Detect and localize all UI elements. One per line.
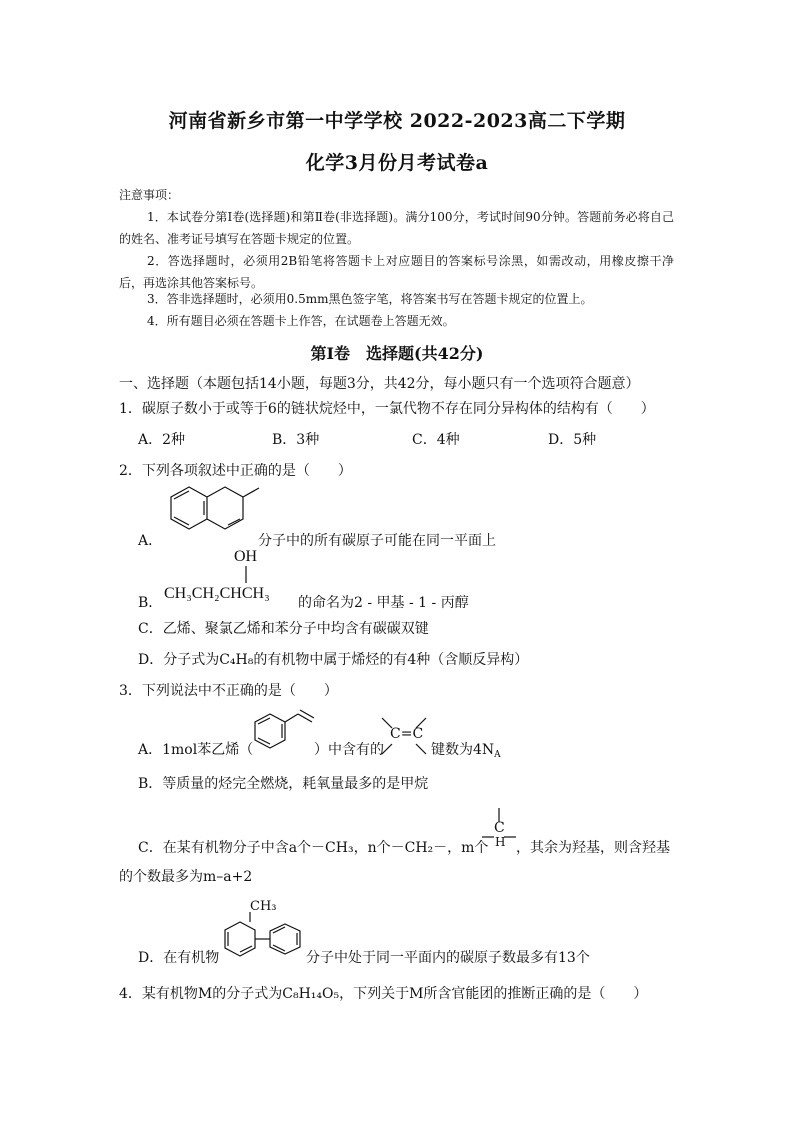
q2-stem: 2．下列各项叙述中正确的是（ ）	[119, 463, 352, 479]
q3-option-c-post: ，其余为羟基，则含羟基	[516, 840, 670, 856]
q2-option-c: C．乙烯、聚氯乙烯和苯分子中均含有碳碳双键	[138, 621, 429, 637]
q2-option-b-label: B．	[138, 595, 163, 611]
q2-option-d: D．分子式为C₄H₈的有机物中属于烯烃的有4种（含顺反异构）	[138, 652, 529, 668]
part-intro: 一、选择题（本题包括14小题，每题3分，共42分，每小题只有一个选项符合题意）	[119, 376, 640, 392]
q1-option-b: B．3种	[272, 432, 320, 448]
q3-option-a-mid: ）中含有的	[314, 742, 384, 758]
q3-d-methylbiphenyl-structure	[220, 912, 312, 962]
q2-b-hydroxyl: OH	[234, 548, 258, 565]
q2-option-b-text: 的命名为2 - 甲基 - 1 - 丙醇	[298, 595, 469, 611]
q3-a-subscript: A	[494, 750, 501, 760]
q2-a-naphthalene-structure	[164, 482, 264, 552]
notice-item-3: 3．答非选择题时，必须用0.5mm黑色签字笔，将答案书写在答题卡规定的位置上。	[147, 292, 593, 306]
q1-option-d: D．5种	[548, 432, 597, 448]
q2-b-formula: CH₃CH₂CHCH₃	[164, 585, 270, 602]
q4-stem: 4．某有机物M的分子式为C₈H₁₄O₅，下列关于M所含官能团的推断正确的是（ ）	[119, 986, 648, 1002]
q1-option-a: A．2种	[138, 432, 186, 448]
q3-option-c-pre: C．在某有机物分子中含a个－CH₃，n个－CH₂－，m个	[138, 840, 489, 856]
q1-stem: 1．碳原子数小于或等于6的链状烷烃中，一氯代物不存在同分异构体的结构有（ ）	[119, 401, 655, 417]
q3-option-d-pre: D．在有机物	[138, 950, 220, 966]
q1-option-c: C．4种	[412, 432, 460, 448]
q3-d-methyl-label: CH₃	[250, 899, 277, 914]
q2-option-a-label: A．	[138, 533, 163, 549]
section-title: 第Ⅰ卷 选择题(共42分)	[310, 344, 484, 363]
q3-a-post-text: 键数为4N	[431, 742, 495, 758]
notice-heading: 注意事项：	[119, 188, 180, 202]
notice-item-2: 2．答选择题时，必须用2B铅笔将答题卡上对应题目的答案标号涂黑，如需改动，用橡皮擦干净后，再选涂其他答案标号。	[119, 254, 674, 290]
q3-option-c-line2: 的个数最多为m–a+2	[119, 869, 253, 885]
notice-item-1: 1．本试卷分第Ⅰ卷(选择题)和第Ⅱ卷(非选择题)。满分100分，考试时间90分钟。答题前务必将自己的姓名、准考证号填写在答题卡规定的位置。	[119, 210, 674, 246]
notice-item-4: 4．所有题目必须在答题卡上作答，在试题卷上答题无效。	[147, 314, 455, 328]
exam-subtitle: 化学3月份月考试卷a	[305, 152, 489, 174]
q3-stem: 3．下列说法中不正确的是（ ）	[119, 683, 338, 699]
q3-a-double-bond-text: C=C	[390, 726, 424, 742]
q3-a-styrene-structure	[252, 708, 322, 758]
q3-option-a-post	[431, 739, 501, 760]
q3-option-a-pre: A．1mol苯乙烯（	[138, 742, 254, 758]
q3-option-d-post: 分子中处于同一平面内的碳原子数最多有13个	[306, 950, 590, 966]
exam-title: 河南省新乡市第一中学学校 2022-2023高二下学期	[168, 110, 626, 132]
q3-c-hydrogen: H	[495, 835, 506, 849]
q2-b-bond-line	[240, 566, 250, 584]
q3-c-carbon: C	[494, 820, 505, 836]
q2-option-a-text: 分子中的所有碳原子可能在同一平面上	[258, 533, 496, 549]
q3-option-b: B．等质量的烃完全燃烧，耗氧量最多的是甲烷	[138, 776, 429, 792]
